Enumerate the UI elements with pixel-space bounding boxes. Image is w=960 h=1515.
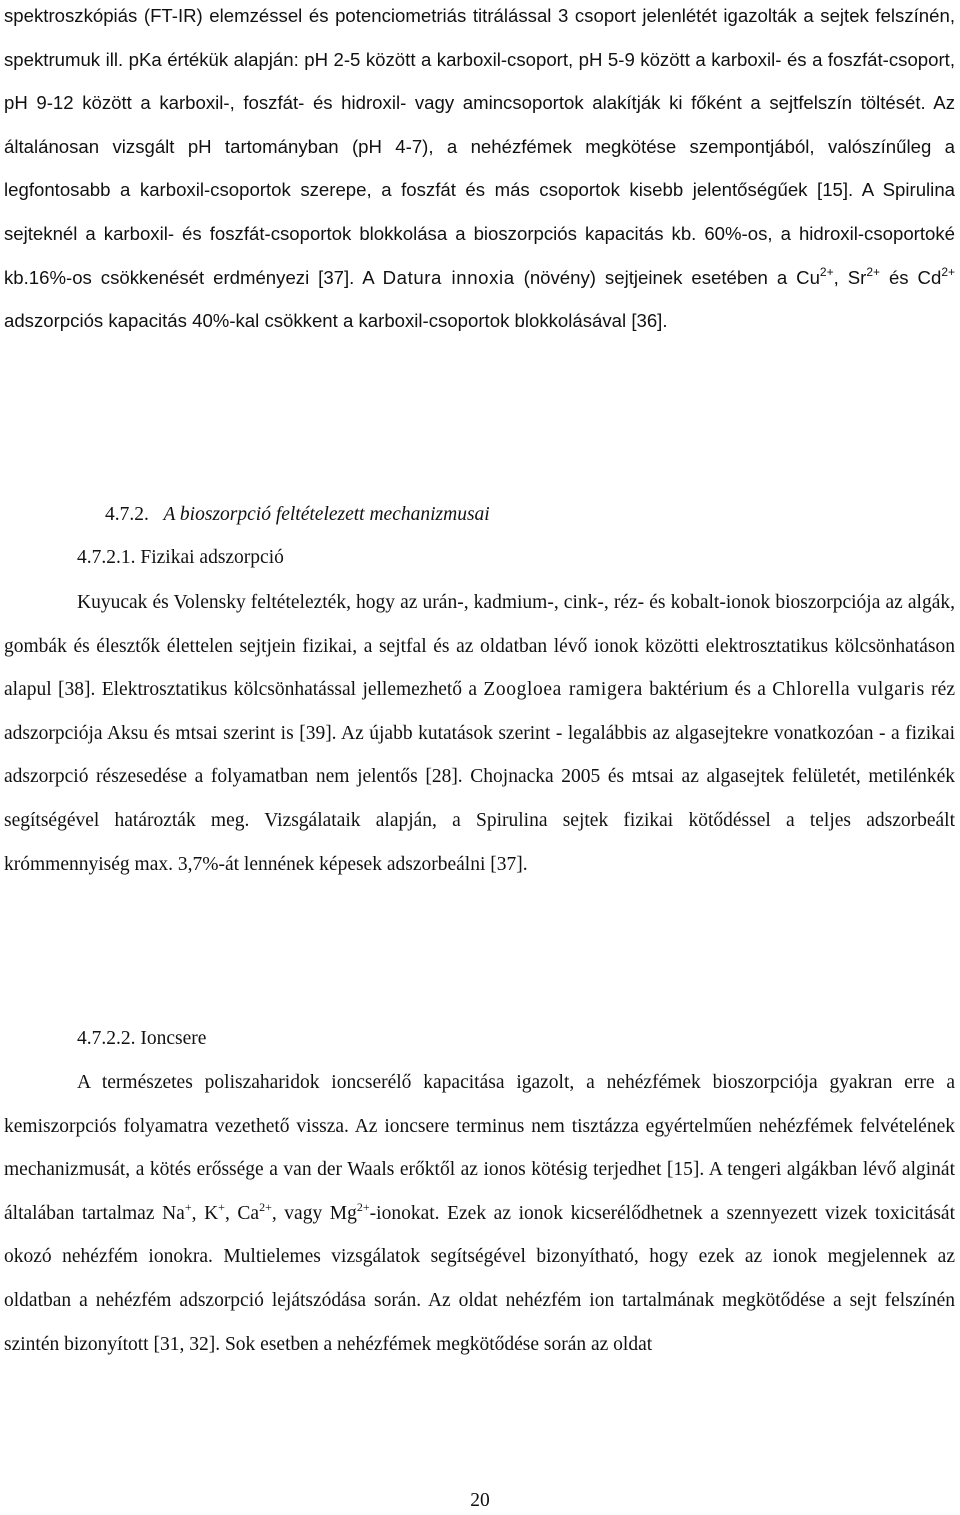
section-heading-4-7-2 <box>105 502 490 528</box>
text-run: Az általánosan vizsgált pH tartományban (pH 4-7), a nehézfémek megkötése szempontjából, valószínűleg a legfontosabb a karboxil-csoportok szerepe, a foszfát és más csoportok kisebb jelentőségűek [15]. A Spirulina sejteknél a karboxil- és foszfát-csoportok blokkolása a bioszorpciós kapacitás kb. 60%-os, a hidroxil-csoportoké kb.16%-os csökkenését erdményezi [37]. A <box>4 92 955 288</box>
superscript: 2+ <box>819 264 834 279</box>
superscript: + <box>184 1199 192 1214</box>
section-number: 4.7.2. <box>105 504 149 525</box>
section-title: Fizikai adszorpció <box>140 547 284 568</box>
superscript: 2+ <box>941 264 955 279</box>
text-run: A természetes poliszaharidok ioncserélő kapacitása igazolt, a nehézfémek bioszorpciója gyakran erre a kemiszorpciós folyamatra vezethető vissza. Az ioncsere terminus nem tisztázza egyértelműen nehézfémek felvételének mechanizmusát, a kötés erőssége a van der Waals erőktől az ionos kötésig terjedhet [15]. A tengeri algákban lévő alginát általában tartalmaz Na <box>4 1072 955 1224</box>
superscript: 2+ <box>259 1199 272 1214</box>
text-run: és Cd <box>880 266 942 288</box>
paragraph-physical-adsorption <box>4 581 955 886</box>
section-number: 4.7.2.2. <box>77 1028 136 1049</box>
species-name: Zoogloea ramigera <box>483 679 643 701</box>
paragraph-surface-groups <box>4 0 955 343</box>
superscript: + <box>218 1199 225 1214</box>
text-run: (növény) sejtjeinek esetében a Cu <box>514 266 820 288</box>
species-name: Datura innoxia <box>382 266 515 288</box>
superscript: 2+ <box>356 1199 370 1214</box>
text-run: , Ca <box>224 1202 260 1224</box>
section-heading-4-7-2-2 <box>77 1026 206 1052</box>
text-run: baktérium és a <box>642 679 773 701</box>
text-run: réz adszorpciója Aksu és mtsai szerint is [39]. Az újabb kutatások szerint - legalábbis az algasejtekre vonatkozóan - a fizikai adszorpció részesedése a folyamatban nem jelentős [28]. Chojnacka 2005 és mtsai az algasejtek felületét, metilénkék segítségével határozták meg. Vizsgálataik alapján, a Spirulina sejtek fizikai kötődéssel a teljes adszorbeált krómmennyiség max. 3,7%-át lennének képesek adszorbeálni [37]. <box>4 679 955 875</box>
paragraph-ion-exchange <box>4 1061 955 1366</box>
section-heading-4-7-2-1 <box>77 545 284 571</box>
text-run: , K <box>191 1202 219 1224</box>
section-title: Ioncsere <box>140 1028 207 1049</box>
page-number: 20 <box>470 1490 490 1511</box>
text-run: -ionokat. Ezek az ionok kicserélődhetnek a szennyezett vizek toxicitását okozó nehézfém ionokra. Multielemes vizsgálatok segítségével bizonyítható, hogy ezek az ionok megjelennek az oldatban a nehézfém adszorpció lejátszódása során. Az oldat nehézfém ion tartalmának megkötődése a sejt felszínén szintén bizonyított [31, 32]. Sok esetben a nehézfémek megkötődése során az oldat <box>4 1202 955 1355</box>
section-title: A bioszorpció feltételezett mechanizmusai <box>163 504 490 525</box>
text-run: , vagy Mg <box>271 1202 357 1224</box>
text-run: spektroszkópiás (FT-IR) elemzéssel és potenciometriás titrálással 3 csoport jelenlétét igazolták a sejtek felszínén, spektrumuk ill. pKa értékük alapján: pH 2-5 között a karboxil-csoport, pH 5-9 között a karboxil- és a foszfát-csoport, pH 9-12 között a karboxil-, foszfát- és hidroxil- vagy amincsoportok alakítják ki főként a sejtfelszín töltését. <box>4 5 955 114</box>
superscript: 2+ <box>866 264 880 279</box>
section-number: 4.7.2.1. <box>77 547 136 568</box>
text-run: adszorpciós kapacitás 40%-kal csökkent a karboxil-csoportok blokkolásával [36]. <box>4 310 668 332</box>
text-run: , Sr <box>833 266 867 288</box>
species-name: Chlorella vulgaris <box>772 679 925 701</box>
text-run: Kuyucak és Volensky feltételezték, hogy az urán-, kadmium-, cink-, réz- és kobalt-ionok bioszorpciója az algák, gombák és élesztők élettelen sejtjein fizikai, a sejtfal és az oldatban lévő ionok közötti elektrosztatikus kölcsönhatáson alapul [38]. Elektrosztatikus kölcsönhatással jellemezhető a <box>4 592 955 701</box>
